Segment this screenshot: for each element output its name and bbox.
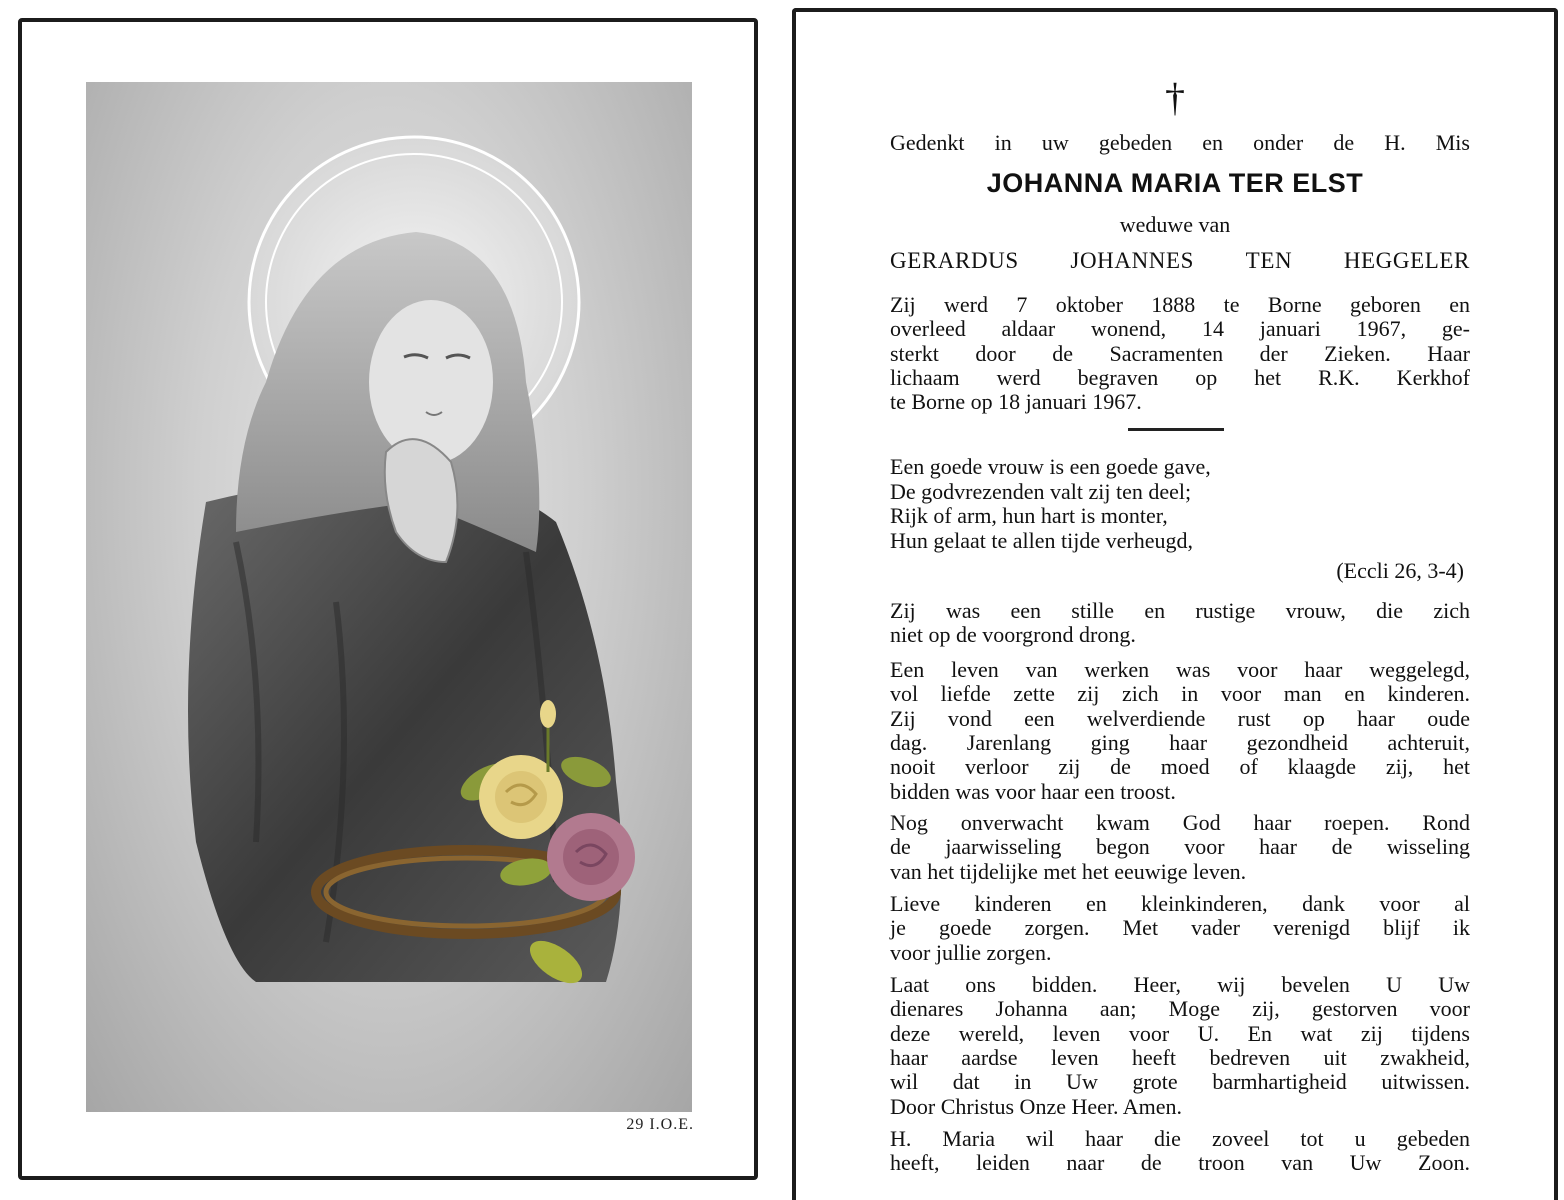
- biography-line: overleed aldaar wonend, 14 januari 1967, ge-: [890, 316, 1470, 342]
- verse-citation: (Eccli 26, 3-4): [1336, 558, 1464, 583]
- spouse-name-word: HEGGELER: [1343, 248, 1470, 273]
- paragraph-line: de jaarwisseling begon voor haar de wisseling: [890, 834, 1470, 860]
- paragraph-1: [890, 599, 1470, 623]
- cross-icon: †: [1165, 75, 1185, 120]
- prayer-line: dienares Johanna aan; Moge zij, gestorven voor: [890, 996, 1470, 1022]
- back-card: [792, 8, 1558, 1200]
- prayer-line: deze wereld, leven voor U. En wat zij tijdens: [890, 1020, 1470, 1046]
- intro-word: de: [1333, 130, 1355, 155]
- intro-word: en: [1202, 130, 1224, 155]
- biography-paragraph: [890, 293, 1470, 390]
- front-card: [18, 18, 758, 1180]
- paragraph-2-last-line: bidden was voor haar een troost.: [890, 779, 1176, 804]
- paragraph-2: [890, 658, 1470, 779]
- intro-word: Mis: [1435, 130, 1470, 155]
- biography-line: lichaam werd begraven op het R.K. Kerkhof: [890, 364, 1470, 390]
- paragraph-3: [890, 811, 1470, 860]
- verse-line: Rijk of arm, hun hart is monter,: [890, 503, 1168, 528]
- intro-word: H.: [1384, 130, 1406, 155]
- paragraph-line: Een leven van werken was voor haar weggelegd,: [890, 657, 1470, 682]
- verse: [890, 455, 1211, 553]
- paragraph-line: vol liefde zette zij zich in voor man en kinderen.: [890, 681, 1470, 707]
- madonna-illustration: [86, 82, 692, 1112]
- prayer-last-line: Door Christus Onze Heer. Amen.: [890, 1094, 1183, 1119]
- prayer-line: Laat ons bidden. Heer, wij bevelen U Uw: [890, 972, 1470, 997]
- paragraph-line: Nog onverwacht kwam God haar roepen. Rond: [890, 810, 1470, 835]
- prayer: [890, 973, 1470, 1094]
- closing-prayer: [890, 1127, 1470, 1176]
- paragraph-3-last-line: van het tijdelijke met het eeuwige leven.: [890, 859, 1247, 884]
- intro-word: uw: [1041, 130, 1069, 155]
- intro-line: [890, 130, 1470, 156]
- spouse-name-word: GERARDUS: [890, 248, 1019, 273]
- paragraph-4-last-line: voor jullie zorgen.: [890, 940, 1052, 965]
- paragraph-line: Lieve kinderen en kleinkinderen, dank voor al: [890, 891, 1470, 916]
- paragraph-line: dag. Jarenlang ging haar gezondheid achteruit,: [890, 729, 1470, 755]
- paragraph-4: [890, 892, 1470, 941]
- intro-word: in: [994, 130, 1012, 155]
- intro-word: gebeden: [1098, 130, 1173, 155]
- biography-last-line: te Borne op 18 januari 1967.: [890, 389, 1142, 414]
- paragraph-line: nooit verloor zij de moed of klaagde zij, het: [890, 754, 1470, 780]
- verse-line: De godvrezenden valt zij ten deel;: [890, 478, 1192, 504]
- widow-of-label: weduwe van: [1119, 212, 1231, 237]
- verse-line: Hun gelaat te allen tijde verheugd,: [890, 527, 1193, 553]
- spouse-name: [890, 248, 1470, 274]
- closing-line: heeft, leiden naar de troon van Uw Zoon.: [890, 1150, 1470, 1176]
- paragraph-line: Zij was een stille en rustige vrouw, die zich: [890, 598, 1470, 623]
- spouse-name-word: TEN: [1245, 248, 1293, 273]
- biography-line: Zij werd 7 oktober 1888 te Borne geboren en: [890, 292, 1470, 317]
- paragraph-line: je goede zorgen. Met vader verenigd blijf ik: [890, 915, 1470, 941]
- paragraph-1-last-line: niet op de voorgrond drong.: [890, 622, 1136, 647]
- deceased-name: JOHANNA MARIA TER ELST: [986, 168, 1364, 198]
- closing-line: H. Maria wil haar die zoveel tot u gebeden: [890, 1126, 1470, 1151]
- verse-line: Een goede vrouw is een goede gave,: [890, 454, 1211, 479]
- prayer-line: haar aardse leven heeft bedreven uit zwakheid,: [890, 1044, 1470, 1070]
- paragraph-line: Zij vond een welverdiende rust op haar oude: [890, 705, 1470, 731]
- divider: [1128, 428, 1224, 431]
- prayer-line: wil dat in Uw grote barmhartigheid uitwissen.: [890, 1069, 1470, 1095]
- biography-line: sterkt door de Sacramenten der Zieken. Haar: [890, 340, 1470, 366]
- spouse-name-word: JOHANNES: [1070, 248, 1195, 273]
- intro-word: onder: [1253, 130, 1304, 155]
- print-code: 29 I.O.E.: [626, 1116, 694, 1133]
- intro-word: Gedenkt: [890, 130, 965, 155]
